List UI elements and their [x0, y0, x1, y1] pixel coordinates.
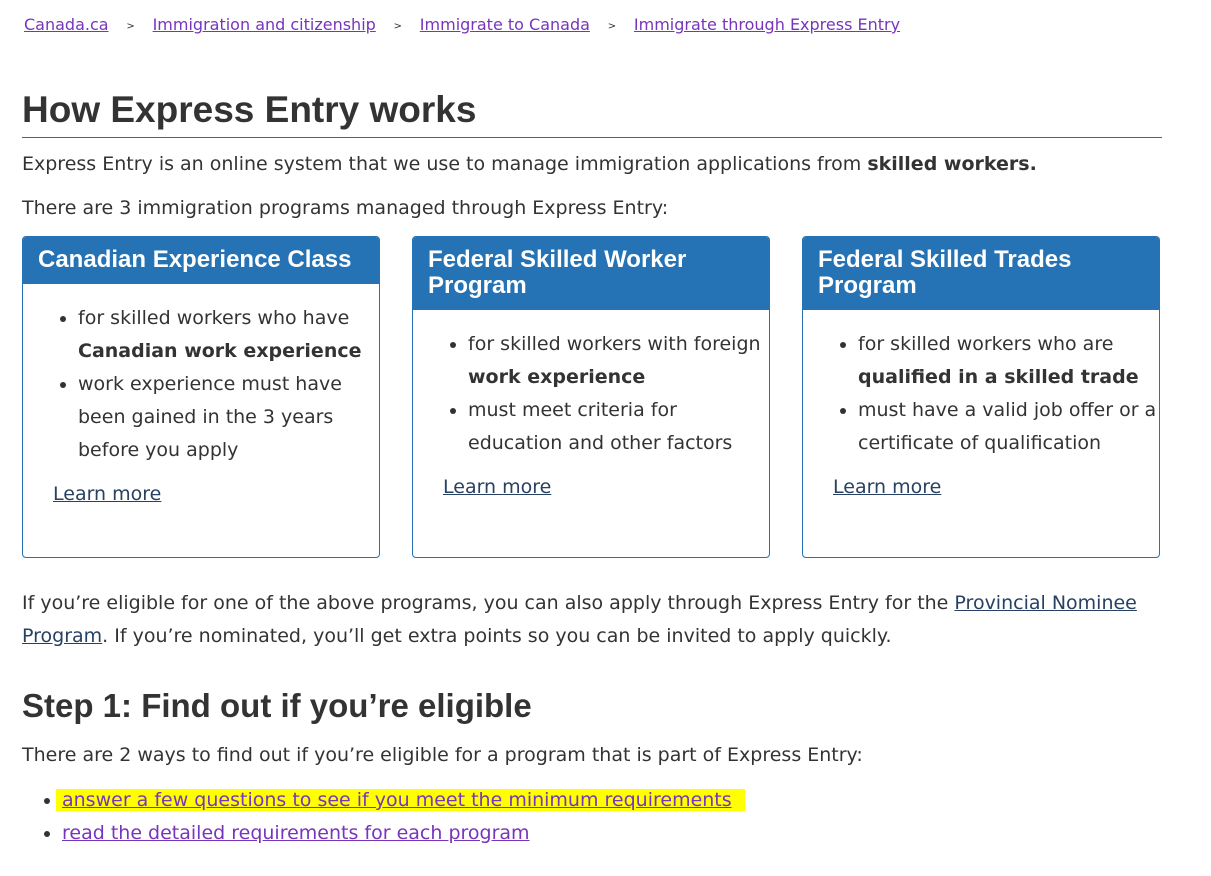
bullet-text: for skilled workers who have [78, 307, 350, 329]
learn-more-link[interactable]: Learn more [833, 476, 942, 498]
card-bullet [858, 328, 1159, 394]
breadcrumb-immigration-citizenship[interactable]: Immigration and citizenship [152, 15, 376, 34]
eligibility-links [22, 784, 745, 850]
pnp-text: If you’re eligible for one of the above programs, you can also apply through Express Entry for the [22, 592, 955, 614]
card-bullets [803, 328, 1159, 460]
learn-more-link[interactable]: Learn more [53, 483, 162, 505]
pnp-text-after: . If you’re nominated, you’ll get extra points so you can be invited to apply quickly. [102, 625, 892, 647]
card-bullets [23, 302, 379, 467]
bullet-text: for skilled workers who are [858, 333, 1114, 355]
list-item [62, 817, 745, 850]
intro-bold: skilled workers. [867, 153, 1037, 175]
programs-intro: There are 3 immigration programs managed through Express Entry: [22, 197, 669, 219]
breadcrumb-separator: > [607, 21, 617, 32]
card-bullets [413, 328, 769, 460]
card-bullet [468, 328, 769, 394]
card-title: Federal Skilled Trades Program [803, 237, 1159, 310]
page-title: How Express Entry works [22, 88, 1162, 138]
provincial-nominee-link[interactable]: Provincial Nominee Program [22, 592, 1137, 647]
card-title: Federal Skilled Worker Program [413, 237, 769, 310]
step1-text: There are 2 ways to find out if you’re eligible for a program that is part of Express Entry: [22, 744, 863, 766]
card-bullet: • work experience must have been gained in the 3 years before you apply [78, 368, 379, 467]
learn-more-link[interactable]: Learn more [443, 476, 552, 498]
intro-text: Express Entry is an online system that we use to manage immigration applications from [22, 153, 868, 175]
card-canadian-experience-class [22, 236, 380, 558]
breadcrumb-separator: > [126, 21, 135, 32]
card-bullet: • must have a valid job offer or a certificate of qualification [858, 394, 1159, 460]
card-federal-skilled-worker [412, 236, 770, 558]
breadcrumb-separator: > [393, 21, 402, 32]
breadcrumb-express-entry[interactable]: Immigrate through Express Entry [633, 15, 901, 34]
intro-paragraph [22, 152, 1037, 176]
breadcrumb [24, 14, 900, 38]
card-title: Canadian Experience Class [23, 237, 379, 284]
bullet-bold: Canadian work experience [78, 340, 362, 362]
card-bullet: • must meet criteria for education and other factors [468, 394, 769, 460]
breadcrumb-canada-ca[interactable]: Canada.ca [24, 15, 109, 34]
minimum-requirements-link[interactable]: answer a few questions to see if you meet the minimum requirements [56, 789, 745, 811]
detailed-requirements-link[interactable]: read the detailed requirements for each program [62, 822, 530, 844]
pnp-paragraph [22, 587, 1162, 653]
card-federal-skilled-trades [802, 236, 1160, 558]
breadcrumb-immigrate-to-canada[interactable]: Immigrate to Canada [419, 15, 590, 34]
bullet-text: for skilled workers with foreign [468, 333, 761, 355]
bullet-bold: qualified in a skilled trade [858, 366, 1139, 388]
card-bullet [78, 302, 379, 368]
list-item [62, 784, 745, 817]
bullet-bold: work experience [468, 366, 646, 388]
step1-heading: Step 1: Find out if you’re eligible [22, 687, 532, 724]
